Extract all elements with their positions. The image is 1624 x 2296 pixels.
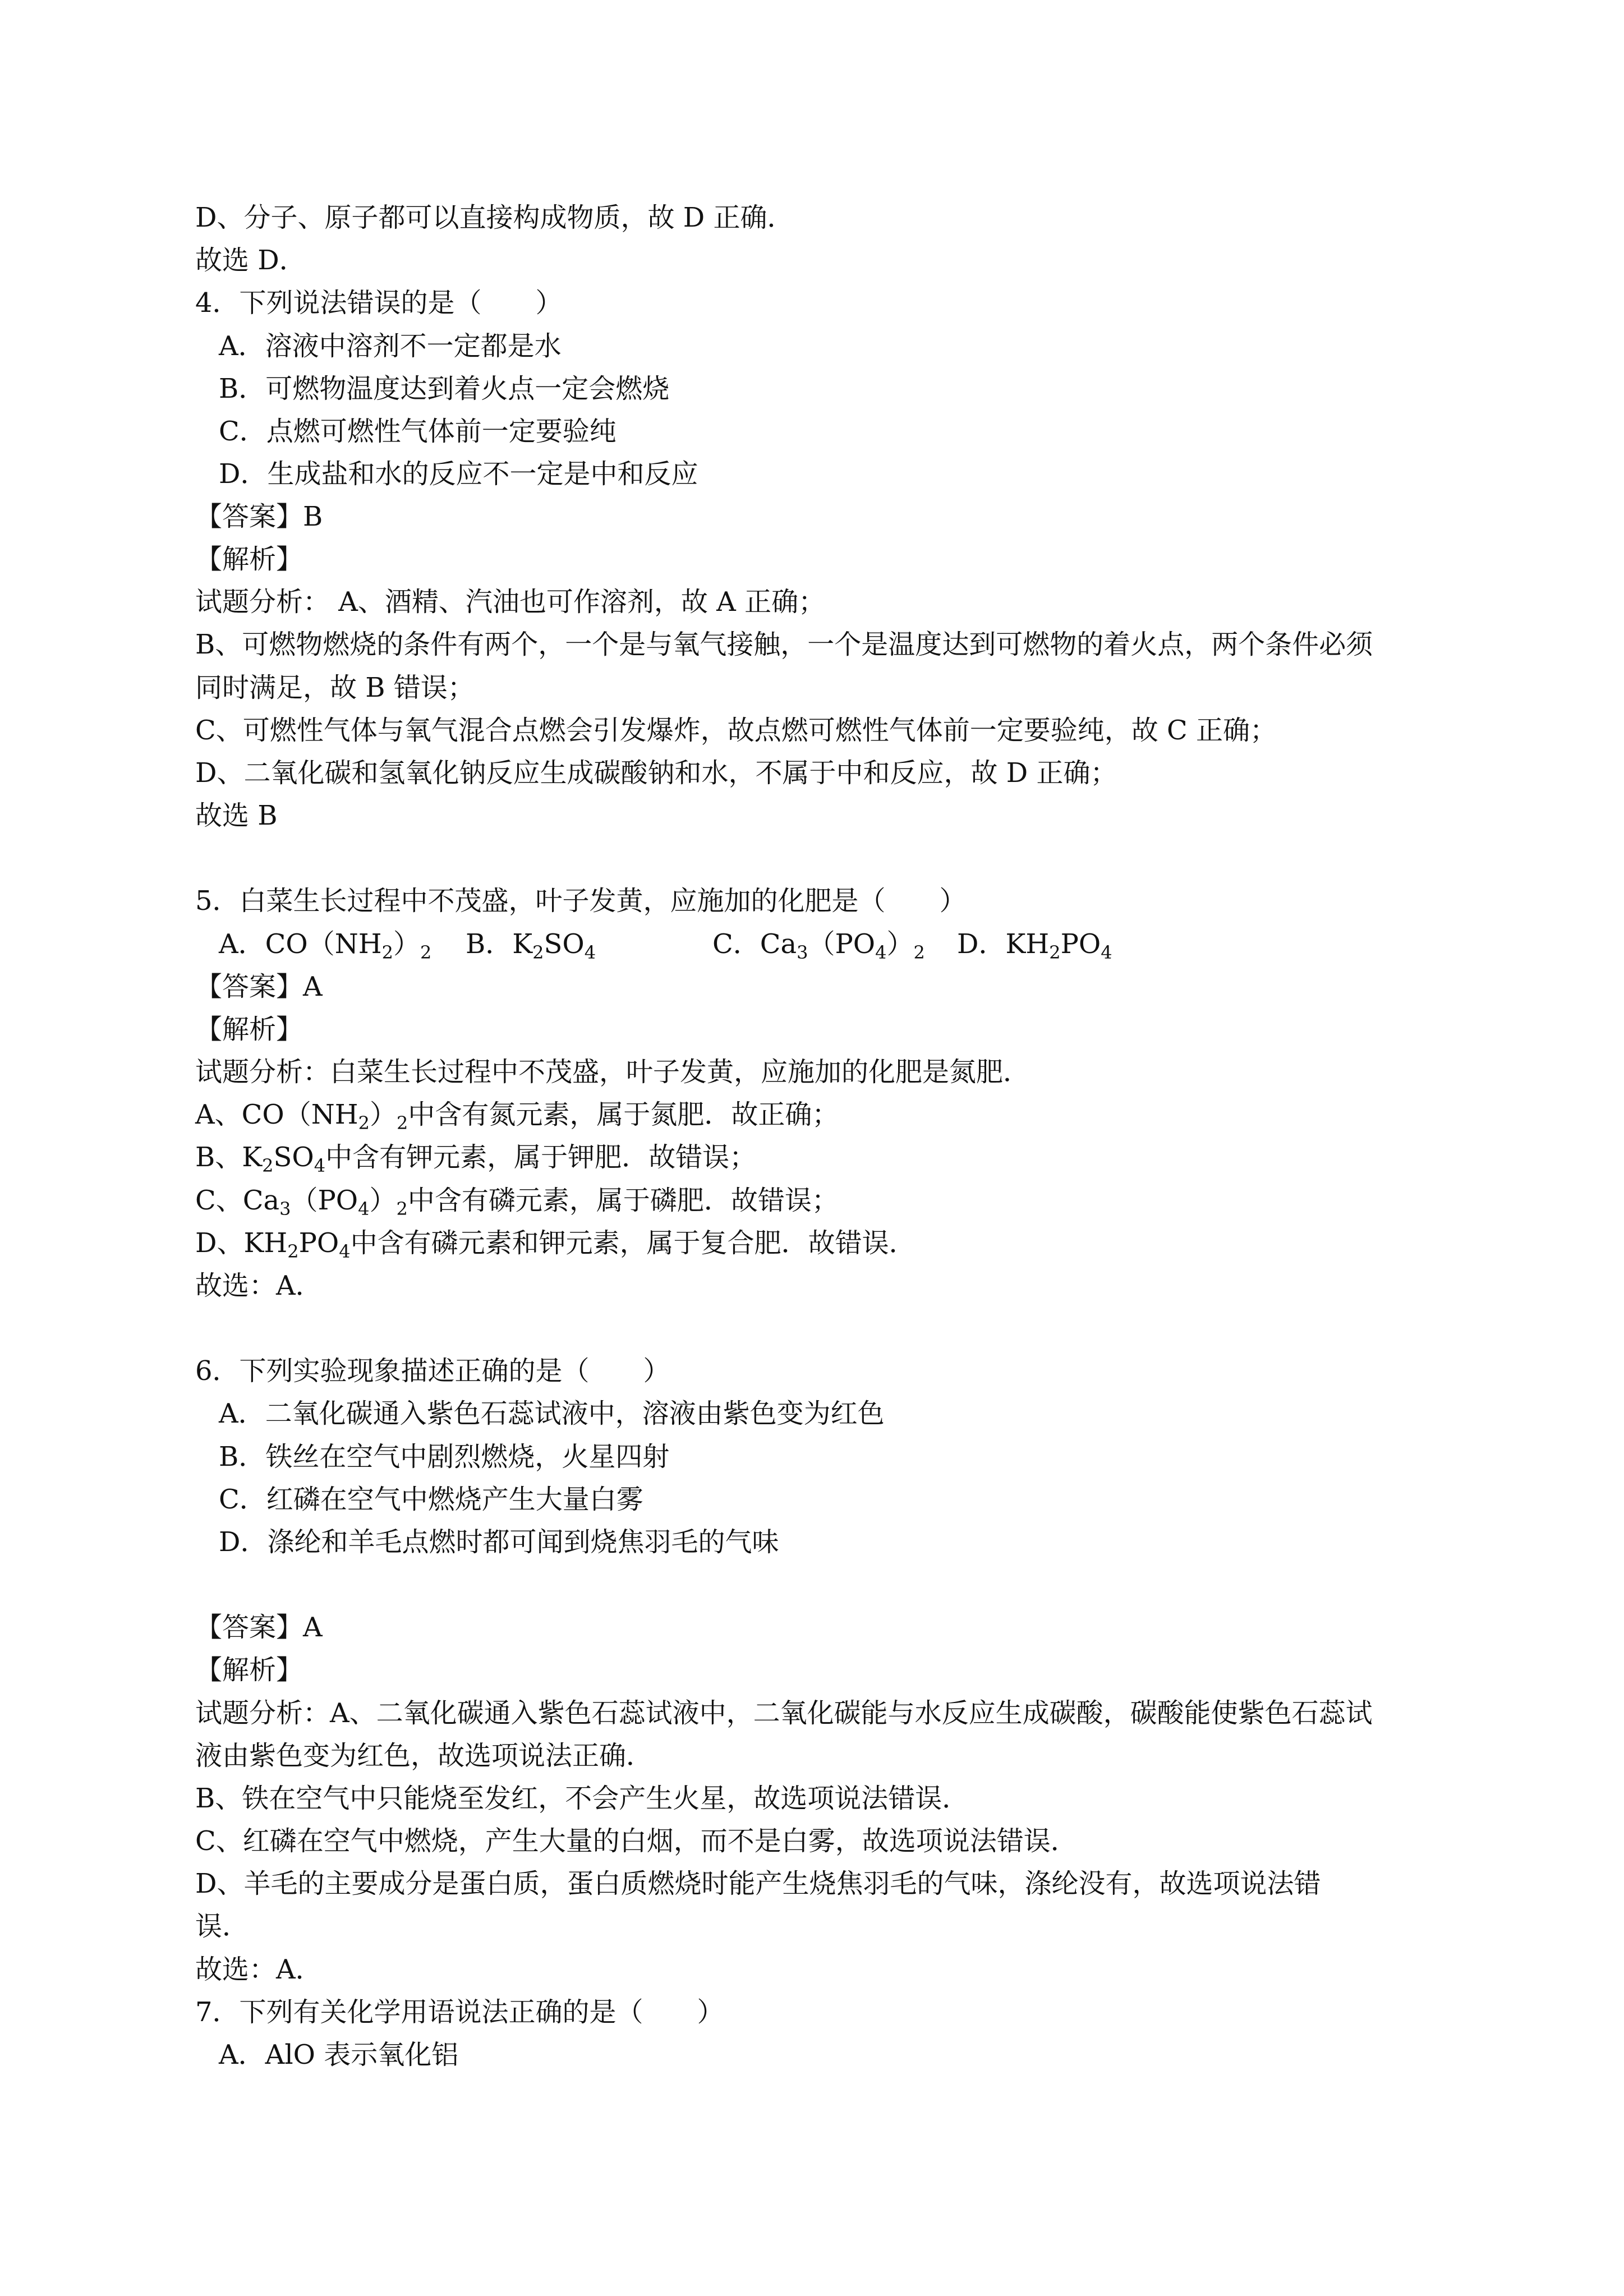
q4-option-a: A．溶液中溶剂不一定都是水 bbox=[219, 330, 562, 362]
q7-stem: 7．下列有关化学用语说法正确的是（ ） bbox=[195, 1996, 724, 2028]
q6-option-b: B．铁丝在空气中剧烈燃烧，火星四射 bbox=[219, 1441, 670, 1473]
q4-analysis-line: 同时满足，故 B 错误； bbox=[195, 672, 475, 703]
q5-answer: 【答案】A bbox=[195, 971, 323, 1002]
q6-stem: 6．下列实验现象描述正确的是（ ） bbox=[195, 1355, 670, 1387]
q4-choice: 故选 B bbox=[195, 800, 278, 831]
q4-analysis-line: B、可燃物燃烧的条件有两个，一个是与氧气接触，一个是温度达到可燃物的着火点，两个条件必须 bbox=[195, 629, 1373, 660]
q5-choice: 故选：A． bbox=[195, 1270, 323, 1301]
q5-analysis-line-a: A、$CO(NH_2)_2$中含有氮元素，属于氮肥．故正确； bbox=[195, 1099, 839, 1134]
q6-analysis-line: 液由紫色变为红色，故选项说法正确． bbox=[195, 1740, 654, 1772]
q4-answer: 【答案】B bbox=[195, 501, 323, 532]
q6-option-a: A．二氧化碳通入紫色石蕊试液中，溶液由紫色变为红色 bbox=[219, 1398, 885, 1429]
q5-analysis-line-c: C、$Ca_3(PO_4)_2$中含有磷元素，属于磷肥．故错误； bbox=[195, 1185, 839, 1220]
q5-analysis-label: 【解析】 bbox=[195, 1014, 303, 1045]
q5-option-c: C．$Ca_3(PO_4)_2$ bbox=[712, 928, 925, 963]
q6-analysis-label: 【解析】 bbox=[195, 1654, 303, 1686]
q4-stem: 4．下列说法错误的是（ ） bbox=[195, 287, 563, 319]
q7-option-a: A．AlO 表示氧化铝 bbox=[219, 2039, 459, 2070]
q5-analysis-line-b: B、$K_2SO_4$中含有钾元素，属于钾肥．故错误； bbox=[195, 1142, 757, 1176]
q4-option-c: C．点燃可燃性气体前一定要验纯 bbox=[219, 416, 617, 447]
q3-analysis-line-d: D、分子、原子都可以直接构成物质，故 D 正确． bbox=[195, 202, 794, 233]
q4-analysis-line: 试题分析： A、酒精、汽油也可作溶剂，故 A 正确； bbox=[195, 586, 826, 618]
q4-option-b: B．可燃物温度达到着火点一定会燃烧 bbox=[219, 373, 670, 404]
q6-choice: 故选：A． bbox=[195, 1954, 323, 1985]
q5-stem: 5．白菜生长过程中不茂盛，叶子发黄，应施加的化肥是（ ） bbox=[195, 885, 967, 917]
q6-answer: 【答案】A bbox=[195, 1612, 323, 1643]
q4-option-d: D．生成盐和水的反应不一定是中和反应 bbox=[219, 458, 698, 490]
q6-analysis-line: 试题分析：A、二氧化碳通入紫色石蕊试液中，二氧化碳能与水反应生成碳酸，碳酸能使紫色石蕊试 bbox=[195, 1697, 1373, 1729]
q6-option-c: C．红磷在空气中燃烧产生大量白雾 bbox=[219, 1484, 643, 1515]
q4-analysis-line: C、可燃性气体与氧气混合点燃会引发爆炸，故点燃可燃性气体前一定要验纯，故 C 正确； bbox=[195, 715, 1277, 746]
q6-analysis-line: B、铁在空气中只能烧至发红，不会产生火星，故选项说法错误． bbox=[195, 1783, 969, 1814]
q6-option-d: D．涤纶和羊毛点燃时都可闻到烧焦羽毛的气味 bbox=[219, 1526, 779, 1558]
q6-analysis-line: C、红磷在空气中燃烧，产生大量的白烟，而不是白雾，故选项说法错误． bbox=[195, 1825, 1078, 1857]
q5-option-d: D．$KH_2PO_4$ bbox=[957, 928, 1112, 963]
q6-analysis-line: D、羊毛的主要成分是蛋白质，蛋白质燃烧时能产生烧焦羽毛的气味，涤纶没有，故选项说法错 bbox=[195, 1868, 1321, 1899]
q5-analysis-line-d: D、$KH_2PO_4$中含有磷元素和钾元素，属于复合肥．故错误． bbox=[195, 1227, 916, 1262]
q5-option-a: A．$CO(NH_2)_2$ bbox=[219, 928, 432, 963]
q5-option-b: B．$K_2SO_4$ bbox=[466, 928, 596, 963]
q3-choice: 故选 D． bbox=[195, 245, 306, 276]
q5-analysis-intro: 试题分析：白菜生长过程中不茂盛，叶子发黄，应施加的化肥是氮肥． bbox=[195, 1056, 1030, 1088]
q4-analysis-label: 【解析】 bbox=[195, 544, 303, 575]
q4-analysis-line: D、二氧化碳和氢氧化钠反应生成碳酸钠和水，不属于中和反应，故 D 正确； bbox=[195, 757, 1117, 789]
q6-analysis-line: 误． bbox=[195, 1911, 250, 1942]
